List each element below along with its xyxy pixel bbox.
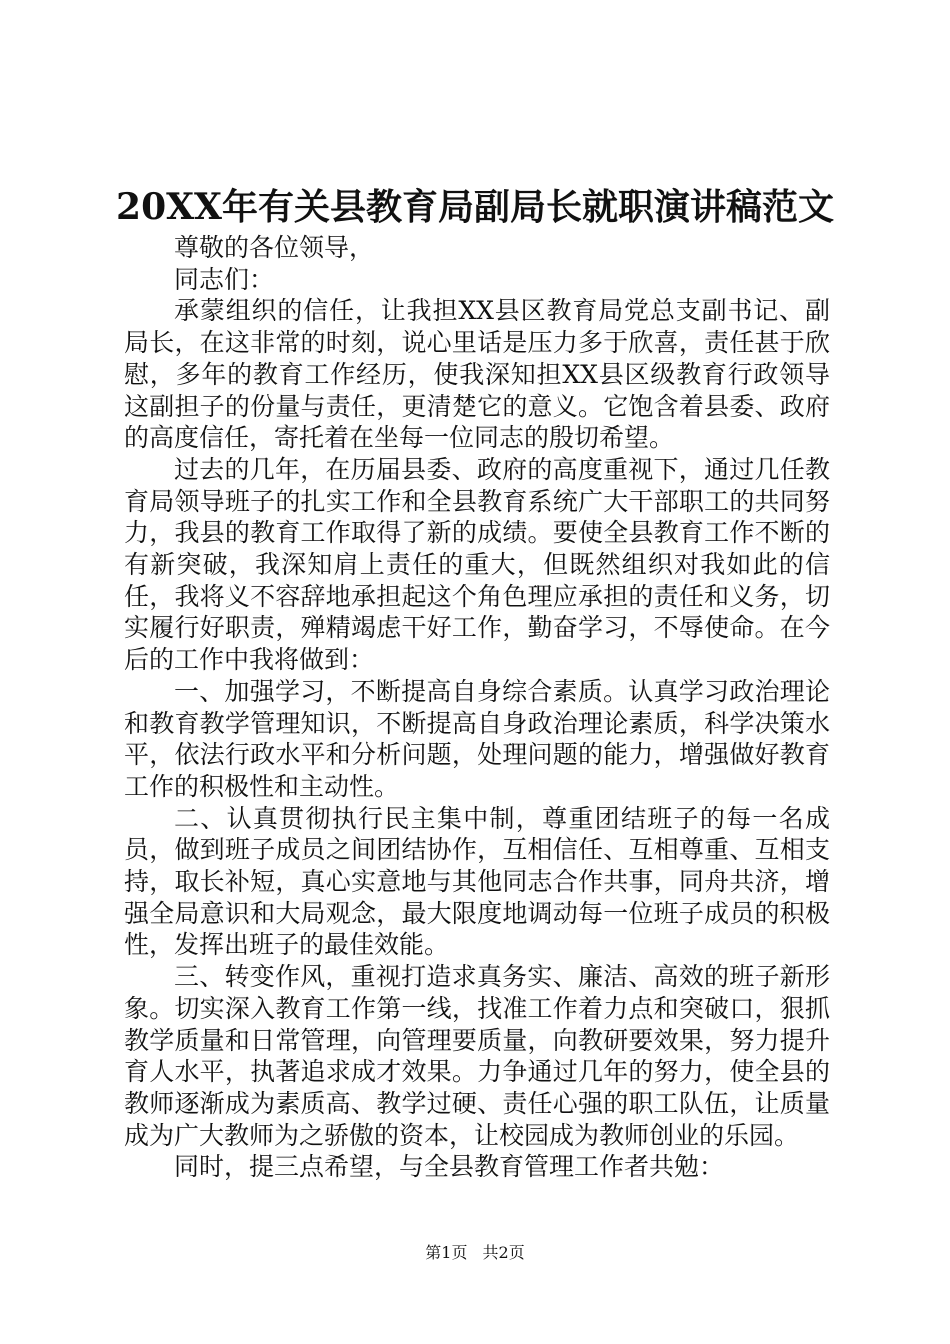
paragraph-past-years: 过去的几年，在历届县委、政府的高度重视下，通过几任教育局领导班子的扎实工作和全县教育系统广大干部职工的共同努力，我县的教育工作取得了新的成绩。要使全县教育工作不断的有新突破，我深知肩上责任的重大，但既然组织对我如此的信任，我将义不容辞地承担起这个角色理应承担的责任和义务，切实履行好职责，殚精竭虑干好工作，勤奋学习，不辱使命。在今后的工作中我将做到： xyxy=(124,454,830,675)
paragraph-intro: 承蒙组织的信任，让我担XX县区教育局党总支副书记、副局长，在这非常的时刻，说心里话是压力多于欣喜，责任甚于欣慰，多年的教育工作经历，使我深知担XX县区级教育行政领导这副担子的份量与责任，更清楚它的意义。它饱含着县委、政府的高度信任，寄托着在坐每一位同志的殷切希望。 xyxy=(124,296,830,453)
paragraph-hopes: 同时，提三点希望，与全县教育管理工作者共勉： xyxy=(174,1152,725,1182)
page-total: 共2页 xyxy=(482,1243,525,1262)
page-footer xyxy=(0,1242,950,1264)
page-number: 第1页 xyxy=(425,1243,468,1262)
paragraph-point-one: 一、加强学习，不断提高自身综合素质。认真学习政治理论和教育教学管理知识，不断提高自身政治理论素质，科学决策水平，依法行政水平和分析问题，处理问题的能力，增强做好教育工作的积极性和主动性。 xyxy=(124,676,830,801)
document-body xyxy=(124,232,830,1183)
paragraph-salutation-1: 尊敬的各位领导， xyxy=(174,233,375,262)
paragraph-point-two: 二、认真贯彻执行民主集中制，尊重团结班子的每一名成员，做到班子成员之间团结协作，互相信任、互相尊重、互相支持，取长补短，真心实意地与其他同志合作共事，同舟共济，增强全局意识和大局观念，最大限度地调动每一位班子成员的积极性，发挥出班子的最佳效能。 xyxy=(124,803,830,960)
document-title: 20XX年有关县教育局副局长就职演讲稿范文 xyxy=(116,186,834,228)
paragraph-salutation-2: 同志们： xyxy=(174,264,275,294)
paragraph-point-three: 三、转变作风，重视打造求真务实、廉洁、高效的班子新形象。切实深入教育工作第一线，找准工作着力点和突破口，狠抓教学质量和日常管理，向管理要质量，向教研要效果，努力提升育人水平，执著追求成才效果。力争通过几年的努力，使全县的教师逐渐成为素质高、教学过硬、责任心强的职工队伍，让质量成为广大教师为之骄傲的资本，让校园成为教师创业的乐园。 xyxy=(124,962,830,1150)
